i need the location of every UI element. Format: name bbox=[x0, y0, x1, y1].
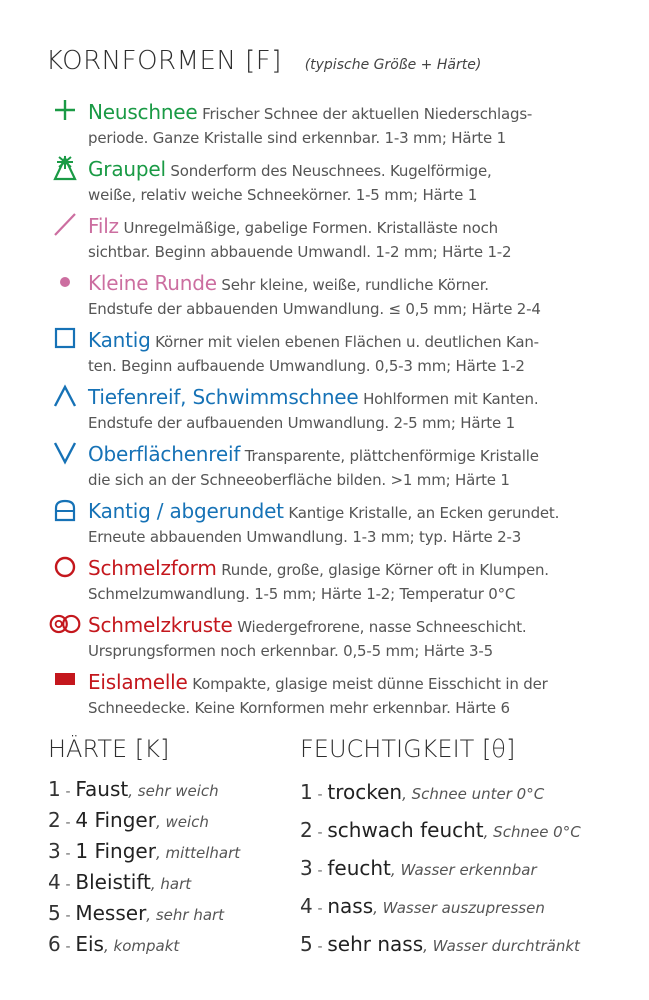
feuchtigkeit-row bbox=[300, 894, 545, 918]
entry-name: Eislamelle bbox=[88, 670, 188, 694]
row-desc: , Wasser erkennbar bbox=[390, 861, 537, 879]
row-desc: , Wasser auszupressen bbox=[373, 899, 545, 917]
entry-kleine-runde bbox=[88, 271, 613, 321]
feuchtigkeit-heading: FEUCHTIGKEIT [θ] bbox=[300, 735, 516, 763]
row-number: 2 bbox=[300, 818, 313, 842]
haerte-row bbox=[48, 777, 219, 801]
haerte-row bbox=[48, 932, 179, 956]
entry-filz bbox=[88, 214, 613, 264]
row-dash: - bbox=[317, 901, 323, 917]
row-desc: , kompakt bbox=[103, 937, 180, 955]
entry-name: Graupel bbox=[88, 157, 166, 181]
entry-name: Schmelzform bbox=[88, 556, 217, 580]
entry-neuschnee bbox=[88, 100, 613, 150]
row-dash: - bbox=[317, 863, 323, 879]
entry-desc-line2: Endstufe der aufbauenden Umwandlung. 2-5 mm; Härte 1 bbox=[88, 414, 515, 432]
row-number: 4 bbox=[300, 894, 313, 918]
entry-desc-line2: Erneute abbauenden Umwandlung. 1-3 mm; typ. Härte 2-3 bbox=[88, 528, 522, 546]
row-term: Bleistift bbox=[75, 870, 151, 894]
filled-rect-icon bbox=[48, 664, 82, 694]
row-number: 6 bbox=[48, 932, 61, 956]
entry-desc-line2: sichtbar. Beginn abbauende Umwandl. 1-2 mm; Härte 1-2 bbox=[88, 243, 512, 261]
entry-eislamelle bbox=[88, 670, 613, 720]
row-dash: - bbox=[65, 846, 71, 862]
row-number: 3 bbox=[300, 856, 313, 880]
entry-name: Kleine Runde bbox=[88, 271, 217, 295]
entry-desc-line1: Runde, große, glasige Körner oft in Klumpen. bbox=[221, 561, 549, 579]
row-term: trocken bbox=[327, 780, 403, 804]
row-dash: - bbox=[65, 877, 71, 893]
row-term: schwach feucht bbox=[327, 818, 484, 842]
row-dash: - bbox=[65, 784, 71, 800]
kornformen-heading: KORNFORMEN [F] bbox=[46, 46, 282, 76]
row-desc: , hart bbox=[150, 875, 192, 893]
row-number: 5 bbox=[48, 901, 61, 925]
entry-desc-line2: Endstufe der abbauenden Umwandlung. ≤ 0,5 mm; Härte 2-4 bbox=[88, 300, 541, 318]
entry-desc-line1: Sonderform des Neuschnees. Kugelförmige, bbox=[170, 162, 492, 180]
entry-graupel bbox=[88, 157, 613, 207]
row-dash: - bbox=[65, 939, 71, 955]
entry-name: Schmelzkruste bbox=[88, 613, 233, 637]
row-dash: - bbox=[317, 787, 323, 803]
row-term: 1 Finger bbox=[75, 839, 156, 863]
entry-schmelzkruste bbox=[88, 613, 613, 663]
entry-desc-line2: Schmelzumwandlung. 1-5 mm; Härte 1-2; Temperatur 0°C bbox=[88, 585, 516, 603]
haerte-row bbox=[48, 901, 224, 925]
square-icon bbox=[48, 323, 82, 353]
row-dash: - bbox=[65, 908, 71, 924]
row-dash: - bbox=[317, 825, 323, 841]
row-dash: - bbox=[65, 815, 71, 831]
caret-up-icon bbox=[48, 381, 82, 411]
row-desc: , sehr weich bbox=[128, 782, 219, 800]
entry-desc-line1: Kantige Kristalle, an Ecken gerundet. bbox=[288, 504, 560, 522]
entry-desc-line1: Transparente, plättchenförmige Kristalle bbox=[244, 447, 539, 465]
entry-desc-line1: Hohlformen mit Kanten. bbox=[363, 390, 539, 408]
row-dash: - bbox=[317, 939, 323, 955]
entry-name: Filz bbox=[88, 214, 119, 238]
entry-desc-line1: Unregelmäßige, gabelige Formen. Kristalläste noch bbox=[123, 219, 498, 237]
entry-name: Tiefenreif, Schwimmschnee bbox=[88, 385, 359, 409]
row-number: 1 bbox=[48, 777, 61, 801]
rounded-square-icon bbox=[48, 495, 82, 525]
feuchtigkeit-row bbox=[300, 818, 581, 842]
entry-name: Kantig / abgerundet bbox=[88, 499, 284, 523]
row-desc: , sehr hart bbox=[146, 906, 225, 924]
entry-desc-line1: Frischer Schnee der aktuellen Niederschlags- bbox=[202, 105, 533, 123]
entry-desc-line2: periode. Ganze Kristalle sind erkennbar. 1-3 mm; Härte 1 bbox=[88, 129, 506, 147]
row-term: Eis bbox=[75, 932, 104, 956]
kornformen-title bbox=[46, 46, 481, 76]
graupel-icon bbox=[48, 153, 82, 183]
kornformen-subtitle: (typische Größe + Härte) bbox=[304, 57, 482, 73]
entry-oberflaechenreif bbox=[88, 442, 613, 492]
haerte-heading: HÄRTE [K] bbox=[48, 735, 170, 763]
row-number: 3 bbox=[48, 839, 61, 863]
haerte-row bbox=[48, 808, 209, 832]
row-desc: , mittelhart bbox=[155, 844, 241, 862]
feuchtigkeit-row bbox=[300, 856, 537, 880]
row-term: sehr nass bbox=[327, 932, 424, 956]
entry-name: Neuschnee bbox=[88, 100, 198, 124]
row-desc: , Schnee 0°C bbox=[483, 823, 581, 841]
slash-icon bbox=[48, 209, 82, 239]
entry-name: Oberflächenreif bbox=[88, 442, 241, 466]
entry-schmelzform bbox=[88, 556, 613, 606]
entry-desc-line2: Ursprungsformen noch erkennbar. 0,5-5 mm; Härte 3-5 bbox=[88, 642, 493, 660]
double-circle-icon bbox=[48, 609, 82, 639]
feuchtigkeit-row bbox=[300, 932, 580, 956]
plus-icon bbox=[48, 95, 82, 125]
row-number: 5 bbox=[300, 932, 313, 956]
row-number: 2 bbox=[48, 808, 61, 832]
row-term: nass bbox=[327, 894, 374, 918]
row-term: Faust bbox=[75, 777, 129, 801]
row-desc: , Schnee unter 0°C bbox=[402, 785, 545, 803]
haerte-row bbox=[48, 870, 191, 894]
row-number: 4 bbox=[48, 870, 61, 894]
row-term: Messer bbox=[75, 901, 147, 925]
row-desc: , weich bbox=[155, 813, 209, 831]
entry-desc-line1: Sehr kleine, weiße, rundliche Körner. bbox=[221, 276, 489, 294]
row-desc: , Wasser durchtränkt bbox=[423, 937, 580, 955]
haerte-row bbox=[48, 839, 240, 863]
entry-desc-line2: weiße, relativ weiche Schneekörner. 1-5 mm; Härte 1 bbox=[88, 186, 478, 204]
circle-icon bbox=[48, 552, 82, 582]
feuchtigkeit-row bbox=[300, 780, 544, 804]
entry-desc-line2: ten. Beginn aufbauende Umwandlung. 0,5-3 mm; Härte 1-2 bbox=[88, 357, 525, 375]
entry-kantig-abgerundet bbox=[88, 499, 613, 549]
entry-desc-line2: die sich an der Schneeoberfläche bilden. >1 mm; Härte 1 bbox=[88, 471, 510, 489]
entry-tiefenreif bbox=[88, 385, 613, 435]
row-term: feucht bbox=[327, 856, 391, 880]
entry-kantig bbox=[88, 328, 613, 378]
row-term: 4 Finger bbox=[75, 808, 156, 832]
entry-desc-line1: Wiedergefrorene, nasse Schneeschicht. bbox=[237, 618, 527, 636]
entry-desc-line1: Kompakte, glasige meist dünne Eisschicht in der bbox=[192, 675, 548, 693]
entry-name: Kantig bbox=[88, 328, 151, 352]
row-number: 1 bbox=[300, 780, 313, 804]
entry-desc-line2: Schneedecke. Keine Kornformen mehr erkennbar. Härte 6 bbox=[88, 699, 510, 717]
entry-desc-line1: Körner mit vielen ebenen Flächen u. deutlichen Kan- bbox=[155, 333, 539, 351]
dot-icon bbox=[48, 267, 82, 297]
caret-down-icon bbox=[48, 438, 82, 468]
